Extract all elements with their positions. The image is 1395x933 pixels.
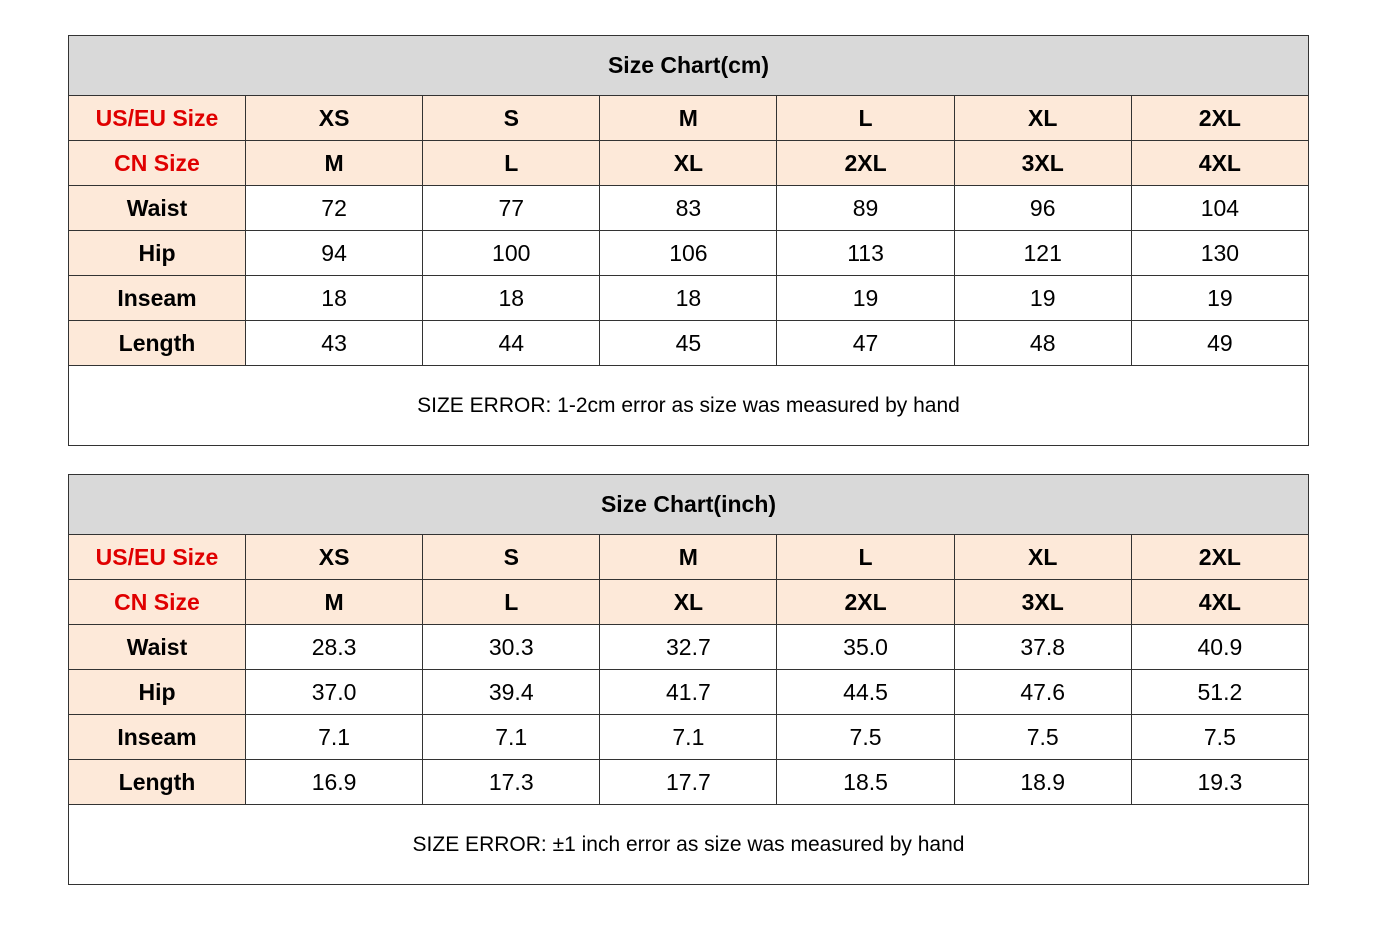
table-cell: 77: [423, 186, 600, 231]
table-cell: 89: [777, 186, 954, 231]
table-cell: 2XL: [1131, 535, 1308, 580]
table-cell: 83: [600, 186, 777, 231]
table-cell: 3XL: [954, 580, 1131, 625]
table-cell: 47.6: [954, 670, 1131, 715]
hip-row: [69, 670, 1309, 715]
table-cell: 19: [954, 276, 1131, 321]
table-cell: XS: [246, 535, 423, 580]
length-row: [69, 321, 1309, 366]
table-cell: XS: [246, 96, 423, 141]
table-cell: 18: [246, 276, 423, 321]
table-cell: 7.5: [1131, 715, 1308, 760]
table-cell: 44.5: [777, 670, 954, 715]
table-cell: 47: [777, 321, 954, 366]
cn-size-row: [69, 580, 1309, 625]
row-label-cn-size: CN Size: [69, 141, 246, 186]
table-cell: 106: [600, 231, 777, 276]
title-row: [69, 36, 1309, 96]
table-cell: 2XL: [777, 141, 954, 186]
inseam-row: [69, 715, 1309, 760]
table-cell: 121: [954, 231, 1131, 276]
row-label-cn-size: CN Size: [69, 580, 246, 625]
table-cell: 37.0: [246, 670, 423, 715]
table-cell: 7.1: [600, 715, 777, 760]
cn-size-row: [69, 141, 1309, 186]
row-label-length: Length: [69, 321, 246, 366]
row-label-us-eu-size: US/EU Size: [69, 535, 246, 580]
table-cell: 48: [954, 321, 1131, 366]
row-label-hip: Hip: [69, 231, 246, 276]
table-cell: 19: [1131, 276, 1308, 321]
row-label-us-eu-size: US/EU Size: [69, 96, 246, 141]
table-cell: M: [246, 580, 423, 625]
hip-row: [69, 231, 1309, 276]
table-cell: 4XL: [1131, 141, 1308, 186]
us-eu-size-row: [69, 535, 1309, 580]
table-cell: 130: [1131, 231, 1308, 276]
size-chart-inch-table: [68, 474, 1309, 885]
table-cell: 96: [954, 186, 1131, 231]
table-cell: 94: [246, 231, 423, 276]
table-cell: S: [423, 535, 600, 580]
table-cell: 49: [1131, 321, 1308, 366]
table-cell: L: [423, 141, 600, 186]
table-cell: XL: [954, 535, 1131, 580]
table-cell: 113: [777, 231, 954, 276]
table-cell: L: [777, 96, 954, 141]
table-cell: 18: [600, 276, 777, 321]
waist-row: [69, 186, 1309, 231]
table-cell: 51.2: [1131, 670, 1308, 715]
table-cell: 104: [1131, 186, 1308, 231]
table-cell: 41.7: [600, 670, 777, 715]
table-cell: 18: [423, 276, 600, 321]
table-cell: 19.3: [1131, 760, 1308, 805]
table-cell: 45: [600, 321, 777, 366]
waist-row: [69, 625, 1309, 670]
table-cell: 39.4: [423, 670, 600, 715]
table-cell: 2XL: [777, 580, 954, 625]
table-cell: 7.5: [954, 715, 1131, 760]
table-cell: L: [423, 580, 600, 625]
title-row: [69, 475, 1309, 535]
table-cell: 18.5: [777, 760, 954, 805]
length-row: [69, 760, 1309, 805]
table-cell: 37.8: [954, 625, 1131, 670]
table-cell: 16.9: [246, 760, 423, 805]
table-cell: 72: [246, 186, 423, 231]
table-cell: 7.1: [423, 715, 600, 760]
table-cell: 28.3: [246, 625, 423, 670]
table-cell: 35.0: [777, 625, 954, 670]
table-cell: 44: [423, 321, 600, 366]
row-label-waist: Waist: [69, 625, 246, 670]
table-cell: XL: [954, 96, 1131, 141]
table-cell: XL: [600, 141, 777, 186]
table-cell: M: [246, 141, 423, 186]
table-cell: 7.5: [777, 715, 954, 760]
size-error-note: SIZE ERROR: ±1 inch error as size was measured by hand: [69, 805, 1309, 885]
table-cell: M: [600, 96, 777, 141]
table-cell: S: [423, 96, 600, 141]
row-label-inseam: Inseam: [69, 715, 246, 760]
size-chart-cm-table: [68, 35, 1309, 446]
row-label-waist: Waist: [69, 186, 246, 231]
table-cell: 3XL: [954, 141, 1131, 186]
row-label-hip: Hip: [69, 670, 246, 715]
table-cell: 17.7: [600, 760, 777, 805]
table-cell: 40.9: [1131, 625, 1308, 670]
chart-title: Size Chart(inch): [69, 475, 1309, 535]
table-cell: 43: [246, 321, 423, 366]
us-eu-size-row: [69, 96, 1309, 141]
size-error-note: SIZE ERROR: 1-2cm error as size was measured by hand: [69, 366, 1309, 446]
note-row: [69, 805, 1309, 885]
table-cell: 30.3: [423, 625, 600, 670]
table-cell: 17.3: [423, 760, 600, 805]
table-cell: 2XL: [1131, 96, 1308, 141]
note-row: [69, 366, 1309, 446]
table-cell: L: [777, 535, 954, 580]
table-cell: 7.1: [246, 715, 423, 760]
inseam-row: [69, 276, 1309, 321]
chart-title: Size Chart(cm): [69, 36, 1309, 96]
table-cell: 19: [777, 276, 954, 321]
table-cell: XL: [600, 580, 777, 625]
table-cell: 100: [423, 231, 600, 276]
table-cell: 32.7: [600, 625, 777, 670]
table-cell: M: [600, 535, 777, 580]
row-label-length: Length: [69, 760, 246, 805]
row-label-inseam: Inseam: [69, 276, 246, 321]
table-cell: 18.9: [954, 760, 1131, 805]
table-cell: 4XL: [1131, 580, 1308, 625]
